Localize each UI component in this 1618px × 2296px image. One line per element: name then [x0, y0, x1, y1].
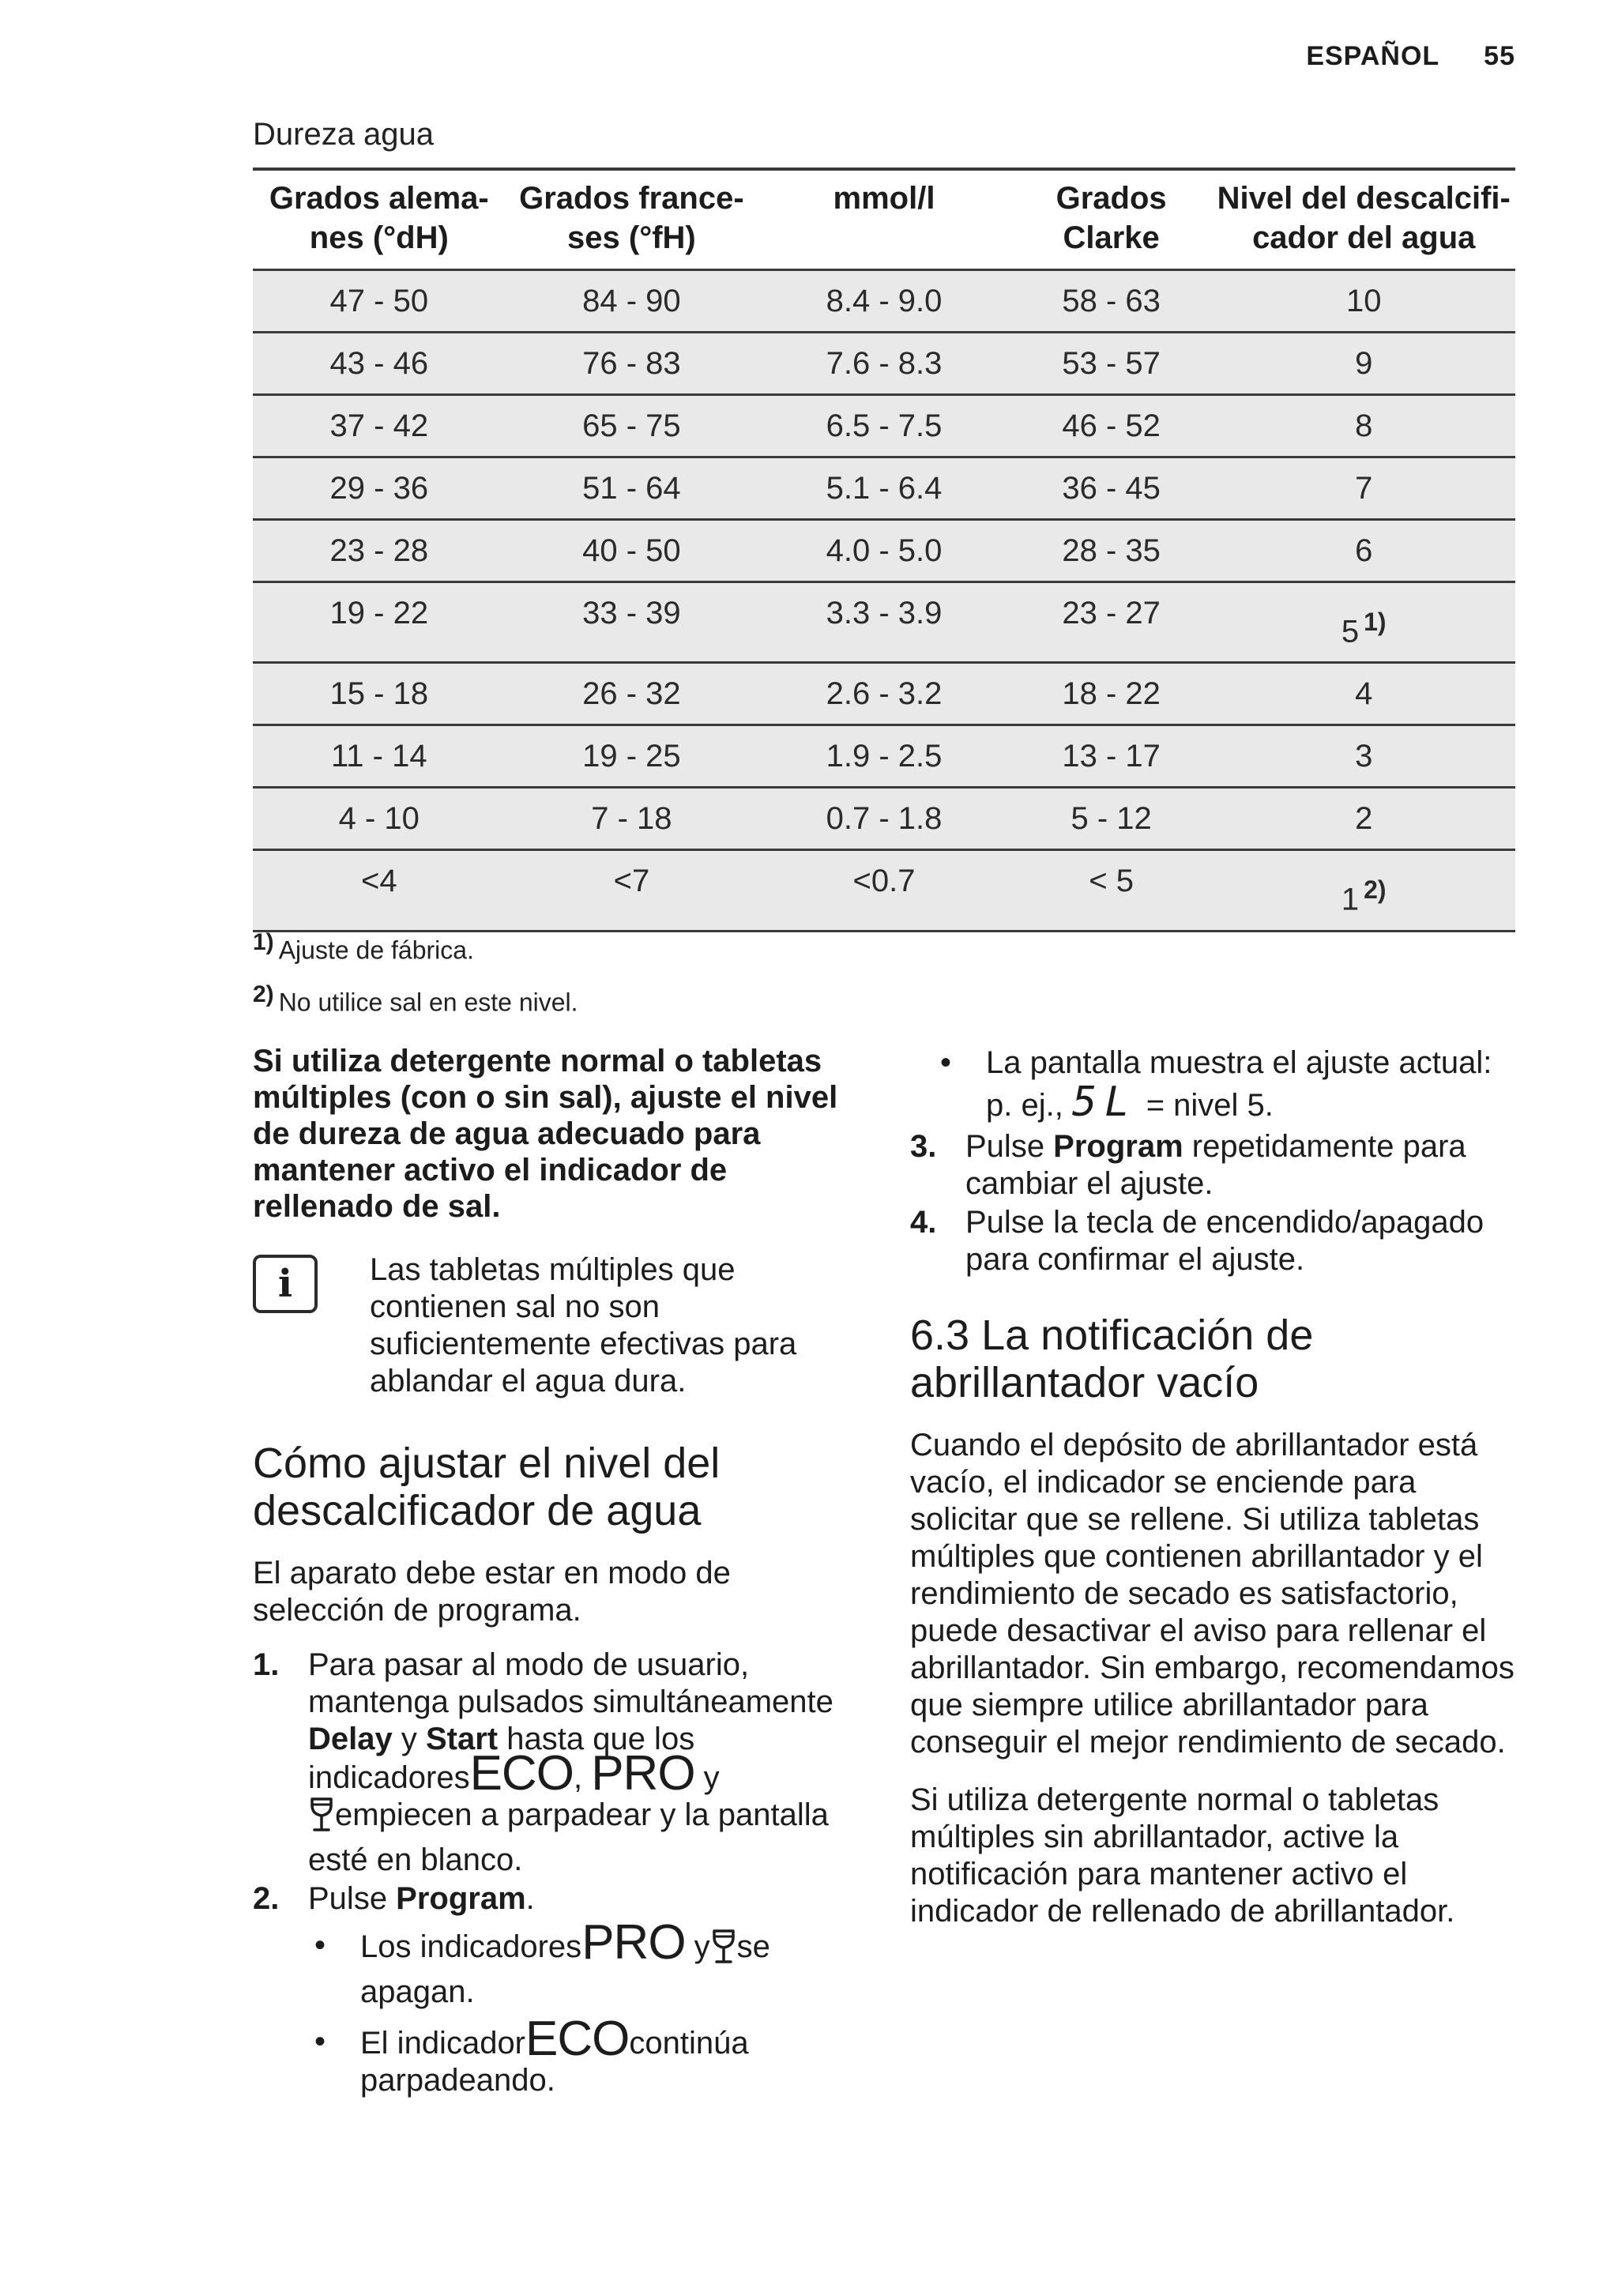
delay-key-label: Delay [308, 1722, 393, 1756]
water-hardness-table [253, 167, 1515, 932]
cell-softener-level: 3 [1212, 725, 1515, 788]
header-french-degrees: Grados france- ses (°fH) [506, 169, 758, 270]
cell-german-degrees: 15 - 18 [253, 663, 506, 725]
program-key-label: Program [1053, 1129, 1183, 1164]
cell-clarke: 18 - 22 [1010, 663, 1213, 725]
table-row [253, 725, 1515, 788]
language-label: ESPAÑOL [1306, 41, 1440, 71]
header-clarke: Grados Clarke [1010, 169, 1213, 270]
footnote-2: 2) No utilice sal en este nivel. [253, 981, 578, 1017]
table-row [253, 663, 1515, 725]
cell-french-degrees: 19 - 25 [506, 725, 758, 788]
cell-clarke: 28 - 35 [1010, 520, 1213, 582]
header-softener-level: Nivel del descalcifi- cador del agua [1212, 169, 1515, 270]
section-heading-rinse-aid: 6.3 La notificación de abrillantador vacío [910, 1312, 1314, 1406]
program-key-label: Program [396, 1881, 526, 1916]
step-4: 4. Pulse la tecla de encendido/apagado para confirmar el ajuste. [910, 1205, 1484, 1277]
eco-indicator: ECO [525, 2012, 630, 2066]
page-number: 55 [1484, 41, 1515, 71]
cell-softener-level: 8 [1212, 395, 1515, 457]
step-3: 3. Pulse Program repetidamente para cambiar el ajuste. [910, 1129, 1466, 1201]
cell-clarke: 5 - 12 [1010, 788, 1213, 850]
cell-clarke: 13 - 17 [1010, 725, 1213, 788]
table-caption: Dureza agua [253, 117, 435, 152]
cell-german-degrees: 23 - 28 [253, 520, 506, 582]
left-column [253, 1043, 861, 2112]
step-2-bullets [308, 1915, 861, 2099]
section-heading-softener: Cómo ajustar el nivel del descalcificador de agua [253, 1440, 721, 1534]
start-key-label: Start [425, 1722, 499, 1756]
cell-french-degrees: 26 - 32 [506, 663, 758, 725]
footnote-marker: 1) [1364, 608, 1387, 636]
step-1: 1. Para pasar al modo de usuario, mantenga pulsados simultáneamente Delay y Start hasta que los indicadoresECO, PRO y empiecen a parpadear y la pantalla esté en blanco. [253, 1647, 833, 1877]
table-row [253, 270, 1515, 333]
cell-clarke: 58 - 63 [1010, 270, 1213, 333]
cell-mmol: <0.7 [758, 850, 1010, 931]
cell-clarke: 23 - 27 [1010, 582, 1213, 663]
intro-paragraph: El aparato debe estar en modo de selección de programa. [253, 1556, 731, 1628]
table-header-row [253, 169, 1515, 270]
cell-french-degrees: <7 [506, 850, 758, 931]
softener-steps [253, 1647, 861, 1918]
footnote-1: 1) Ajuste de fábrica. [253, 929, 474, 965]
cell-clarke: 53 - 57 [1010, 333, 1213, 395]
info-icon: i [253, 1255, 318, 1313]
cell-mmol: 0.7 - 1.8 [758, 788, 1010, 850]
cell-german-degrees: 47 - 50 [253, 270, 506, 333]
cell-mmol: 7.6 - 8.3 [758, 333, 1010, 395]
cell-softener-level: 5 $^{1)}$ [1212, 582, 1515, 663]
bullet-display-setting: • La pantalla muestra el ajuste actual: p. ej., 5L = nivel 5. [940, 1045, 1492, 1126]
rinse-aid-glass-icon [712, 1929, 736, 1974]
cell-german-degrees: 29 - 36 [253, 457, 506, 520]
cell-french-degrees: 51 - 64 [506, 457, 758, 520]
cell-clarke: 36 - 45 [1010, 457, 1213, 520]
rinse-aid-paragraph-1: Cuando el depósito de abrillantador está vacío, el indicador se enciende para solicitar que se rellene. Si utiliza tabletas múltiples que contienen abrillantador y el rendimiento de secado es satisfactorio, puede desactivar el aviso para rellenar el abrillantador. Sin embargo, recomendamos que siempre utilice abrillantador para conseguir el mejor rendimiento de secado. [910, 1428, 1515, 1760]
cell-softener-level: 9 [1212, 333, 1515, 395]
rinse-aid-glass-icon [310, 1797, 333, 1842]
table-row [253, 333, 1515, 395]
cell-french-degrees: 40 - 50 [506, 520, 758, 582]
cell-softener-level: 1 $^{2)}$ [1212, 850, 1515, 931]
table-row [253, 850, 1515, 931]
cell-softener-level: 6 [1212, 520, 1515, 582]
salt-refill-note: Si utiliza detergente normal o tabletas múltiples (con o sin sal), ajuste el nivel de dureza de agua adecuado para mantener activo el indicador de rellenado de sal. [253, 1044, 838, 1224]
cell-clarke: < 5 [1010, 850, 1213, 931]
cell-mmol: 3.3 - 3.9 [758, 582, 1010, 663]
cell-clarke: 46 - 52 [1010, 395, 1213, 457]
cell-german-degrees: 19 - 22 [253, 582, 506, 663]
table-row [253, 520, 1515, 582]
bullet-indicators-off: • Los indicadoresPRO y se apagan. [314, 1915, 770, 2009]
cell-softener-level: 4 [1212, 663, 1515, 725]
cell-german-degrees: 11 - 14 [253, 725, 506, 788]
table-row [253, 582, 1515, 663]
cell-mmol: 4.0 - 5.0 [758, 520, 1010, 582]
cell-french-degrees: 7 - 18 [506, 788, 758, 850]
softener-steps-continued [910, 1128, 1518, 1278]
eco-indicator: ECO [469, 1746, 574, 1801]
bullet-eco-flashing: • El indicadorECOcontinúa parpadeando. [314, 2012, 749, 2098]
footnote-marker: 2) [1364, 875, 1387, 905]
cell-softener-level: 10 [1212, 270, 1515, 333]
cell-french-degrees: 76 - 83 [506, 333, 758, 395]
cell-french-degrees: 84 - 90 [506, 270, 758, 333]
header-german-degrees: Grados alema- nes (°dH) [253, 169, 506, 270]
cell-softener-level: 2 [1212, 788, 1515, 850]
table-footnotes [253, 929, 578, 1033]
pro-indicator: PRO [581, 1915, 686, 1970]
header-mmol: mmol/l [758, 169, 1010, 270]
cell-mmol: 8.4 - 9.0 [758, 270, 1010, 333]
cell-mmol: 6.5 - 7.5 [758, 395, 1010, 457]
table-row [253, 457, 1515, 520]
pro-indicator: PRO [591, 1746, 695, 1801]
cell-french-degrees: 33 - 39 [506, 582, 758, 663]
cell-mmol: 2.6 - 3.2 [758, 663, 1010, 725]
cell-german-degrees: 43 - 46 [253, 333, 506, 395]
page-header [1306, 41, 1515, 72]
cell-mmol: 5.1 - 6.4 [758, 457, 1010, 520]
cell-softener-level: 7 [1212, 457, 1515, 520]
cell-german-degrees: 4 - 10 [253, 788, 506, 850]
table-row [253, 395, 1515, 457]
info-text: Las tabletas múltiples que contienen sal no son suficientemente efectivas para ablandar el agua dura. [370, 1252, 797, 1398]
cell-german-degrees: <4 [253, 850, 506, 931]
cell-mmol: 1.9 - 2.5 [758, 725, 1010, 788]
table-row [253, 788, 1515, 850]
right-column [910, 1043, 1518, 1930]
info-box [253, 1252, 861, 1400]
step-2: 2. Pulse Program. [253, 1881, 535, 1916]
display-segment-readout: 5L [1071, 1078, 1138, 1126]
cell-french-degrees: 65 - 75 [506, 395, 758, 457]
rinse-aid-paragraph-2: Si utiliza detergente normal o tabletas múltiples sin abrillantador, active la notificación para mantener activo el indicador de rellenado de abrillantador. [910, 1782, 1455, 1929]
cell-german-degrees: 37 - 42 [253, 395, 506, 457]
